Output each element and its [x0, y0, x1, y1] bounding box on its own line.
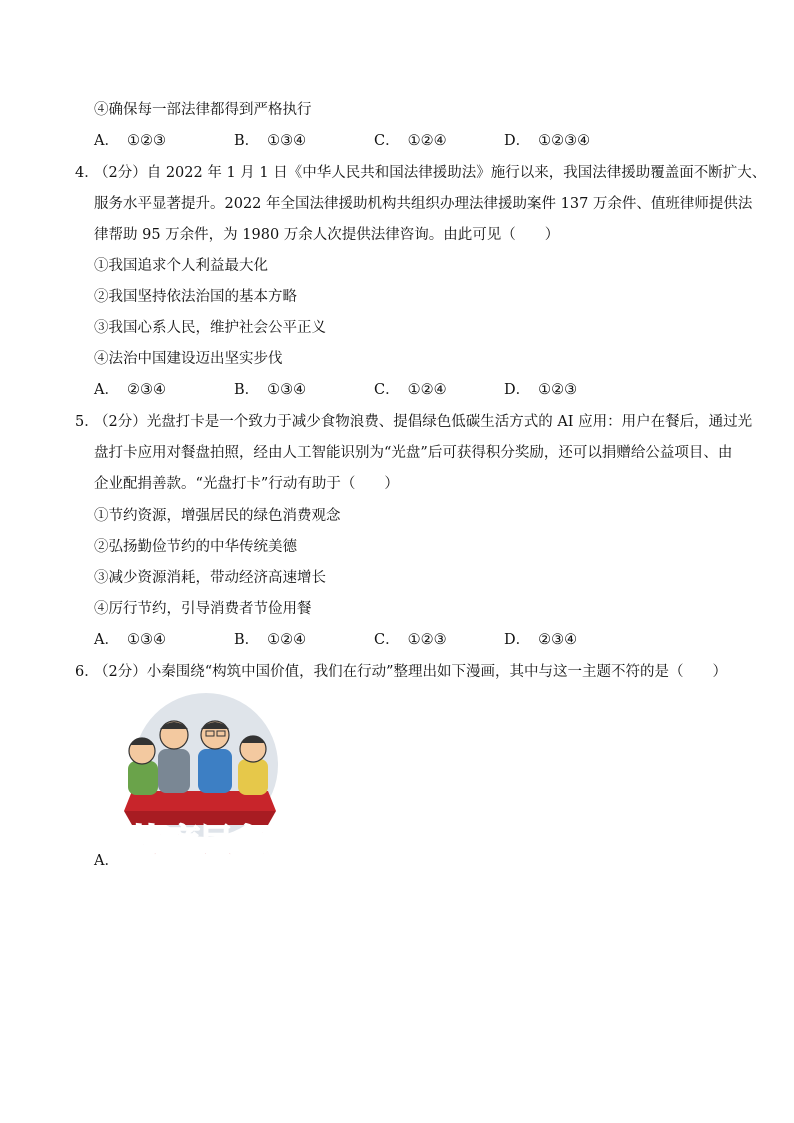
- option-letter: D．: [504, 133, 531, 149]
- option-text: ①②③: [407, 632, 447, 648]
- q3-option-b[interactable]: [234, 131, 306, 151]
- q6-stem-line-1: （2分）小秦围绕“构筑中国价值，我们在行动”整理出如下漫画，其中与这一主题不符的是（ ）: [94, 664, 728, 680]
- q6-number: 6．: [75, 664, 99, 680]
- q5-statement-3: ③减少资源消耗，带动经济高速增长: [94, 570, 326, 586]
- person-right: [238, 736, 268, 795]
- option-letter: A．: [94, 133, 119, 149]
- q3-option-a[interactable]: [94, 131, 166, 151]
- option-letter: B．: [234, 382, 260, 398]
- option-letter: A．: [94, 632, 119, 648]
- q4-stem-line-1: （2分）自 2022 年 1 月 1 日《中华人民共和国法律援助法》施行以来，我国法律援助覆盖面不断扩大、: [94, 165, 767, 181]
- q3-option-c[interactable]: [374, 131, 447, 151]
- option-text: ①③④: [267, 133, 307, 149]
- cartoon-caption: 协商民主: [132, 822, 268, 862]
- q4-statement-2: ②我国坚持依法治国的基本方略: [94, 289, 297, 305]
- person-second: [158, 721, 190, 793]
- q5-statement-4: ④厉行节约，引导消费者节俭用餐: [94, 601, 312, 617]
- option-text: ①②④: [267, 632, 307, 648]
- q6-option-a-label[interactable]: A．: [94, 853, 119, 869]
- option-letter: B．: [234, 133, 260, 149]
- option-text: ①②④: [407, 133, 447, 149]
- q4-option-d[interactable]: [504, 380, 577, 400]
- q5-stem-line-2: 盘打卡应用对餐盘拍照，经由人工智能识别为“光盘”后可获得积分奖励，还可以捐赠给公益项目、由: [94, 445, 733, 461]
- option-letter: B．: [234, 632, 260, 648]
- cartoon-svg: [118, 693, 282, 865]
- option-letter: C．: [374, 632, 400, 648]
- q5-option-c[interactable]: [374, 630, 447, 650]
- q4-option-c[interactable]: [374, 380, 447, 400]
- option-letter: C．: [374, 382, 400, 398]
- option-text: ①②③④: [538, 133, 591, 149]
- option-letter: D．: [504, 632, 531, 648]
- q4-stem-line-3: 律帮助 95 万余件，为 1980 万余人次提供法律咨询。由此可见（ ）: [94, 227, 560, 243]
- option-letter: D．: [504, 382, 531, 398]
- option-text: ①②③: [538, 382, 578, 398]
- option-text: ①③④: [126, 632, 166, 648]
- option-text: ①③④: [267, 382, 307, 398]
- q4-statement-1: ①我国追求个人利益最大化: [94, 258, 268, 274]
- democratic-consultation-cartoon: [118, 693, 282, 865]
- person-left: [128, 738, 158, 795]
- option-text: ②③④: [538, 632, 578, 648]
- person-third: [198, 721, 232, 793]
- option-text: ①②④: [407, 382, 447, 398]
- q5-option-d[interactable]: [504, 630, 577, 650]
- q4-number: 4．: [75, 165, 99, 181]
- q4-statement-3: ③我国心系人民，维护社会公平正义: [94, 320, 326, 336]
- q3-option-d[interactable]: [504, 131, 590, 151]
- q5-statement-2: ②弘扬勤俭节约的中华传统美德: [94, 539, 297, 555]
- q4-option-b[interactable]: [234, 380, 306, 400]
- q5-number: 5．: [75, 414, 99, 430]
- q5-option-b[interactable]: [234, 630, 306, 650]
- option-letter: A．: [94, 382, 119, 398]
- q5-statement-1: ①节约资源，增强居民的绿色消费观念: [94, 508, 341, 524]
- option-text: ①②③: [126, 133, 166, 149]
- q3-statement-4: ④确保每一部法律都得到严格执行: [94, 102, 312, 118]
- option-letter: C．: [374, 133, 400, 149]
- q5-stem-line-1: （2分）光盘打卡是一个致力于减少食物浪费、提倡绿色低碳生活方式的 AI 应用：用户在餐后，通过光: [94, 414, 753, 430]
- q5-option-a[interactable]: [94, 630, 166, 650]
- q4-stem-line-2: 服务水平显著提升。2022 年全国法律援助机构共组织办理法律援助案件 137 万余件、值班律师提供法: [94, 196, 753, 212]
- q4-statement-4: ④法治中国建设迈出坚实步伐: [94, 351, 283, 367]
- option-text: ②③④: [126, 382, 166, 398]
- q5-stem-line-3: 企业配捐善款。“光盘打卡”行动有助于（ ）: [94, 476, 399, 492]
- q4-option-a[interactable]: [94, 380, 166, 400]
